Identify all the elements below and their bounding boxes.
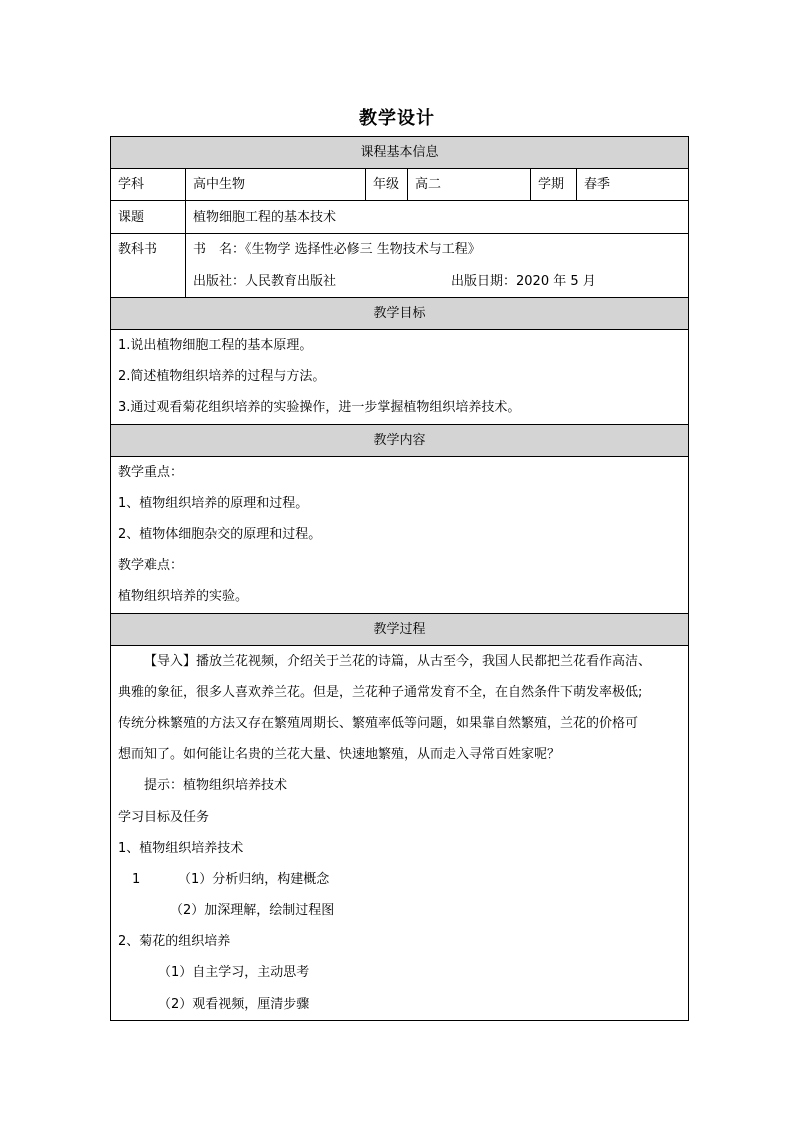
objectives-list — [111, 330, 689, 425]
topic-value: 植物细胞工程的基本技术 — [186, 201, 689, 234]
subject-value: 高中生物 — [186, 169, 366, 201]
objectives-header: 教学目标 — [111, 298, 689, 330]
basic-info-header: 课程基本信息 — [111, 137, 689, 169]
book-name: 书 名：《生物学 选择性必修三 生物技术与工程》 — [193, 242, 481, 258]
key-point-item: 2、植物体细胞杂交的原理和过程。 — [118, 526, 322, 542]
task-1: 1、植物组织培养技术 — [118, 840, 244, 856]
task-1-sub-2: （2）加深理解，绘制过程图 — [170, 903, 335, 919]
task-2-sub-1: （1）自主学习，主动思考 — [158, 965, 310, 981]
objective-item: 1.说出植物细胞工程的基本原理。 — [118, 338, 313, 353]
grade-label: 年级 — [366, 169, 408, 201]
task-1-sub-1-row — [118, 864, 681, 895]
hint-text: 提示：植物组织培养技术 — [144, 778, 288, 794]
textbook-label: 教科书 — [111, 234, 186, 298]
publisher: 出版社：人民教育出版社 — [193, 273, 337, 289]
intro-line: 【导入】播放兰花视频，介绍关于兰花的诗篇，从古至今，我国人民都把兰花看作高洁、 — [144, 653, 652, 669]
intro-line: 传统分株繁殖的方法又存在繁殖周期长、繁殖率低等问题，如果靠自然繁殖，兰花的价格可 — [118, 715, 639, 731]
objective-item: 3.通过观看菊花组织培养的实验操作，进一步掌握植物组织培养技术。 — [118, 400, 521, 416]
document-title: 教学设计 — [359, 108, 435, 129]
term-value: 春季 — [577, 169, 689, 201]
goals-label: 学习目标及任务 — [118, 809, 210, 825]
lesson-plan-table — [110, 136, 689, 1021]
key-point-item: 1、植物组织培养的原理和过程。 — [118, 495, 309, 511]
textbook-info — [186, 234, 689, 298]
grade-value: 高二 — [408, 169, 531, 201]
content-header: 教学内容 — [111, 424, 689, 456]
objective-item: 2.简述植物组织培养的过程与方法。 — [118, 369, 326, 385]
process-header: 教学过程 — [111, 613, 689, 645]
publisher-row — [193, 266, 681, 297]
subject-label: 学科 — [111, 169, 186, 201]
intro-line: 典雅的象征，很多人喜欢养兰花。但是，兰花种子通常发育不全，在自然条件下萌发率极低; — [118, 684, 643, 700]
term-label: 学期 — [531, 169, 577, 201]
task-2-sub-2: （2）观看视频，厘清步骤 — [158, 996, 310, 1012]
process-body — [111, 645, 689, 1020]
difficult-points-label: 教学难点： — [118, 558, 184, 574]
difficult-point-item: 植物组织培养的实验。 — [118, 589, 249, 605]
publish-date: 出版日期：2020 年 5 月 — [451, 273, 596, 289]
task-2: 2、菊花的组织培养 — [118, 934, 231, 950]
task-1-sub-1: （1）分析归纳，构建概念 — [178, 871, 330, 887]
key-points-label: 教学重点： — [118, 464, 184, 480]
task-1-number: 1 — [132, 871, 141, 887]
topic-label: 课题 — [111, 201, 186, 234]
intro-line: 想而知了。如何能让名贵的兰花大量、快速地繁殖，从而走入寻常百姓家呢？ — [118, 747, 561, 763]
content-body — [111, 456, 689, 613]
